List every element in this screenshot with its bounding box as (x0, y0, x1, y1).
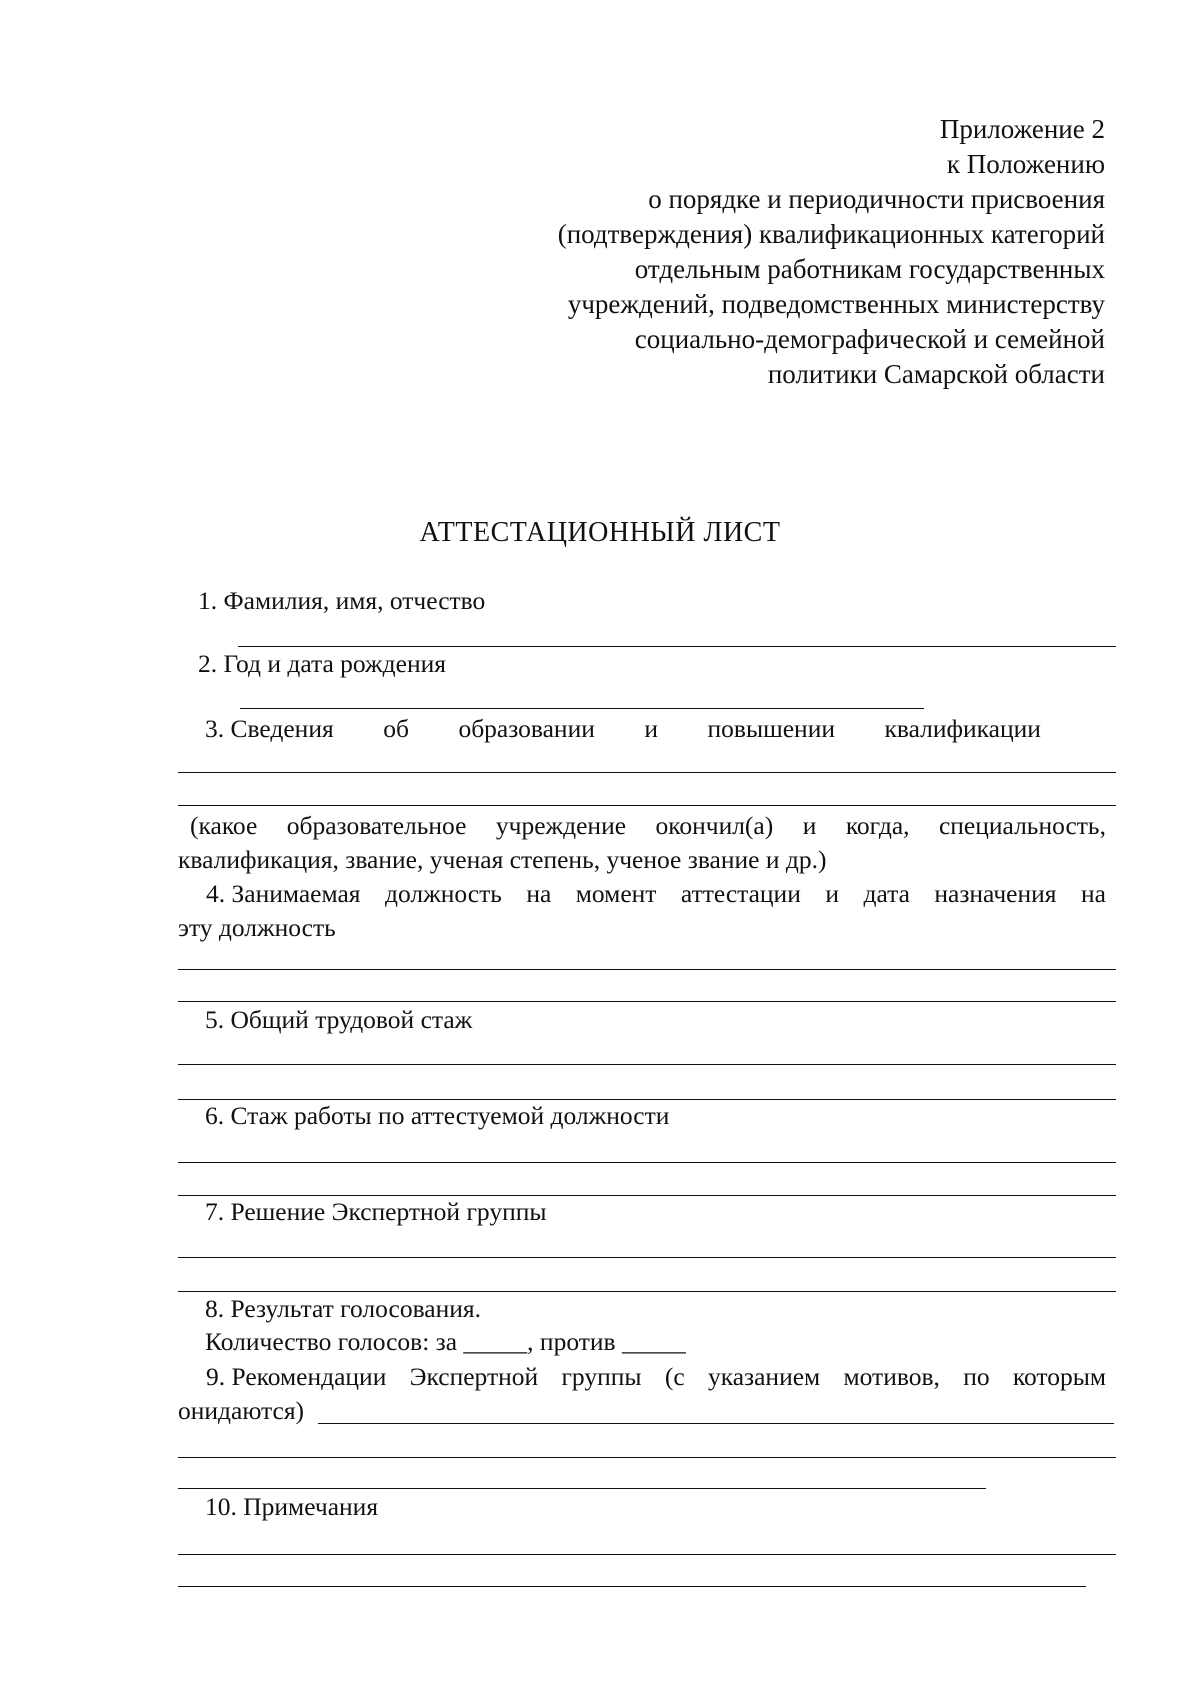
header-line: Приложение 2 (939, 114, 1105, 144)
appendix-header (545, 112, 1105, 392)
item-9-blank-line (178, 1457, 1116, 1458)
item-9-blank-line (178, 1488, 986, 1489)
item-7-label: 7. Решение Экспертной группы (205, 1197, 547, 1226)
header-line: социально-демографической и семейной (634, 324, 1105, 354)
item-10-label: 10. Примечания (205, 1492, 379, 1521)
item-7-blank-line (178, 1257, 1116, 1258)
item-2-blank-line (240, 708, 924, 709)
item-3-label: 3. Сведения об образовании и повышении квалификации (205, 714, 1041, 743)
document-title: АТТЕСТАЦИОННЫЙ ЛИСТ (419, 517, 781, 548)
header-line: политики Самарской области (767, 359, 1105, 389)
item-3-blank-line (178, 772, 1116, 773)
item-3-note: (какое образовательное учреждение окончил(а) и когда, специальность, квалификация, звание, ученая степень, ученое звание и др.) (178, 811, 1106, 874)
item-5-label: 5. Общий трудовой стаж (205, 1005, 473, 1034)
item-7-blank-line (178, 1291, 1116, 1292)
item-4-blank-line (178, 1001, 1116, 1002)
item-9-label: 9. Рекомендации Экспертной группы (с указанием мотивов, по которым онидаются) (178, 1362, 1106, 1425)
item-4-label: 4. Занимаемая должность на момент аттестации и дата назначения на эту должность (178, 879, 1106, 942)
item-6-blank-line (178, 1195, 1116, 1196)
header-line: о порядке и периодичности присвоения (648, 184, 1105, 214)
item-1-label: 1. Фамилия, имя, отчество (198, 586, 486, 615)
item-8-vote-count: Количество голосов: за _____, против _____ (205, 1327, 686, 1356)
item-10-blank-line (178, 1554, 1116, 1555)
item-5-blank-line (178, 1064, 1116, 1065)
item-2-label: 2. Год и дата рождения (198, 649, 446, 678)
header-line: к Положению (946, 149, 1105, 179)
item-10-blank-line (178, 1586, 1086, 1587)
item-9-blank-line (318, 1423, 1114, 1424)
item-5-blank-line (178, 1099, 1116, 1100)
header-line: учреждений, подведомственных министерству (567, 289, 1105, 319)
item-6-label: 6. Стаж работы по аттестуемой должности (205, 1101, 670, 1130)
header-line: (подтверждения) квалификационных категорий (557, 219, 1105, 249)
item-8-label: 8. Результат голосования. (205, 1294, 481, 1323)
item-1-blank-line (238, 646, 1116, 647)
item-6-blank-line (178, 1162, 1116, 1163)
item-3-blank-line (178, 805, 1116, 806)
header-line: отдельным работникам государственных (634, 254, 1105, 284)
item-4-blank-line (178, 969, 1116, 970)
